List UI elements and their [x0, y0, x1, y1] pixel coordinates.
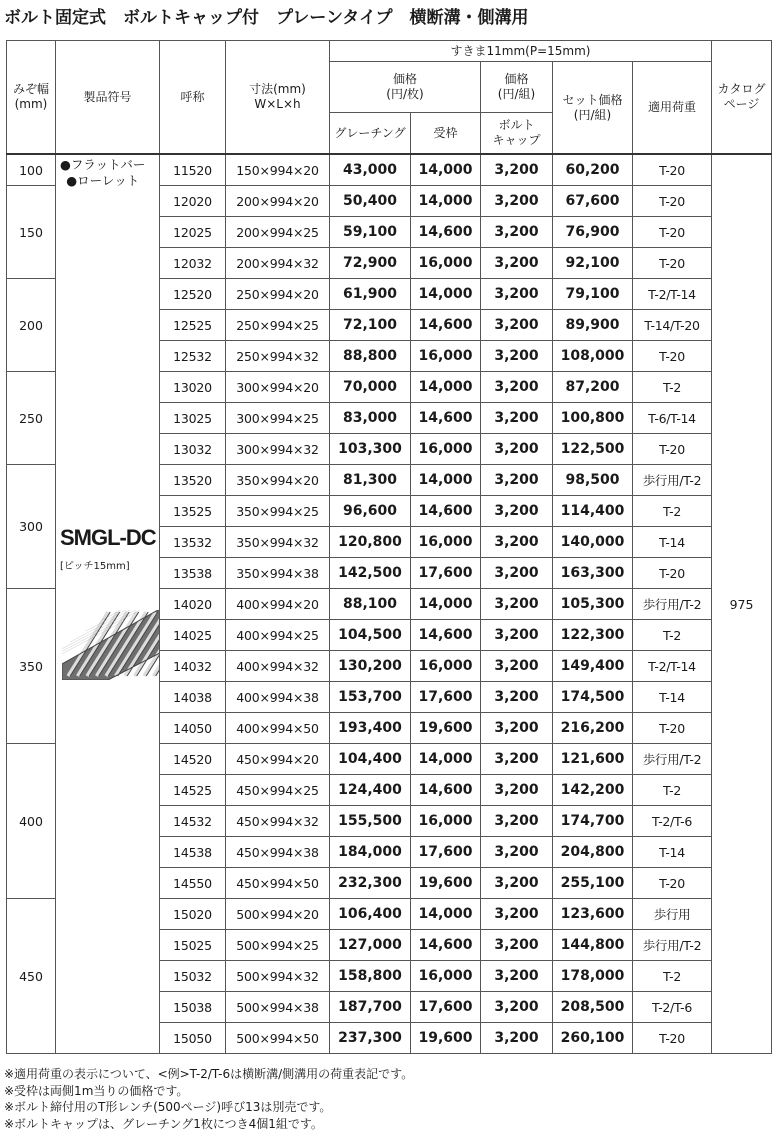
- load-cell: 歩行用: [633, 899, 712, 930]
- load-cell: T-2/T-14: [633, 279, 712, 310]
- groove-width-cell: 450: [7, 899, 56, 1054]
- header-dimensions: 寸法(mm) W×L×h: [226, 41, 330, 155]
- nominal-code-cell: 12025: [160, 217, 226, 248]
- set-price-cell: 260,100: [553, 1023, 633, 1054]
- nominal-code-cell: 14532: [160, 806, 226, 837]
- nominal-code-cell: 15050: [160, 1023, 226, 1054]
- groove-width-cell: 200: [7, 279, 56, 372]
- dimensions-cell: 200×994×20: [226, 186, 330, 217]
- load-cell: T-2: [633, 961, 712, 992]
- product-features: [60, 157, 145, 189]
- frame-price-cell: 14,000: [411, 372, 481, 403]
- set-price-cell: 174,700: [553, 806, 633, 837]
- set-price-cell: 140,000: [553, 527, 633, 558]
- grating-price-cell: 193,400: [330, 713, 411, 744]
- dimensions-cell: 450×994×25: [226, 775, 330, 806]
- grating-price-cell: 88,100: [330, 589, 411, 620]
- header-catalog: カタログ ページ: [712, 41, 772, 155]
- dimensions-cell: 300×994×20: [226, 372, 330, 403]
- feature-flat-bar: ●フラットバー: [60, 157, 146, 172]
- nominal-code-cell: 12032: [160, 248, 226, 279]
- frame-price-cell: 17,600: [411, 682, 481, 713]
- set-price-cell: 114,400: [553, 496, 633, 527]
- load-cell: 歩行用/T-2: [633, 744, 712, 775]
- frame-price-cell: 14,600: [411, 775, 481, 806]
- load-cell: T-20: [633, 186, 712, 217]
- header-width: みぞ幅 (mm): [7, 41, 56, 155]
- set-price-cell: 108,000: [553, 341, 633, 372]
- nominal-code-cell: 14032: [160, 651, 226, 682]
- set-price-cell: 204,800: [553, 837, 633, 868]
- grating-price-cell: 43,000: [330, 154, 411, 186]
- dimensions-cell: 450×994×38: [226, 837, 330, 868]
- grating-price-cell: 61,900: [330, 279, 411, 310]
- product-pitch: [ピッチ15mm]: [60, 561, 130, 572]
- nominal-code-cell: 11520: [160, 154, 226, 186]
- dimensions-cell: 400×994×25: [226, 620, 330, 651]
- groove-width-cell: 250: [7, 372, 56, 465]
- grating-price-cell: 142,500: [330, 558, 411, 589]
- nominal-code-cell: 14525: [160, 775, 226, 806]
- header-grating: グレーチング: [330, 113, 411, 155]
- dimensions-cell: 400×994×32: [226, 651, 330, 682]
- grating-price-cell: 103,300: [330, 434, 411, 465]
- frame-price-cell: 14,000: [411, 744, 481, 775]
- nominal-code-cell: 14538: [160, 837, 226, 868]
- set-price-cell: 87,200: [553, 372, 633, 403]
- grating-price-cell: 232,300: [330, 868, 411, 899]
- nominal-code-cell: 14550: [160, 868, 226, 899]
- header-frame: 受枠: [411, 113, 481, 155]
- nominal-code-cell: 13525: [160, 496, 226, 527]
- grating-price-cell: 127,000: [330, 930, 411, 961]
- nominal-code-cell: 12532: [160, 341, 226, 372]
- footnote: ※受枠は両側1m当りの価格です。: [4, 1083, 189, 1098]
- frame-price-cell: 14,000: [411, 186, 481, 217]
- nominal-code-cell: 14025: [160, 620, 226, 651]
- frame-price-cell: 19,600: [411, 713, 481, 744]
- frame-price-cell: 16,000: [411, 248, 481, 279]
- bolt-cap-price-cell: 3,200: [481, 217, 553, 248]
- grating-price-cell: 83,000: [330, 403, 411, 434]
- grating-price-cell: 187,700: [330, 992, 411, 1023]
- product-cell: [56, 154, 160, 1054]
- grating-price-cell: 155,500: [330, 806, 411, 837]
- header-price-set: 価格 (円/組): [481, 62, 553, 113]
- set-price-cell: 208,500: [553, 992, 633, 1023]
- bolt-cap-price-cell: 3,200: [481, 496, 553, 527]
- dimensions-cell: 200×994×32: [226, 248, 330, 279]
- set-price-cell: 92,100: [553, 248, 633, 279]
- set-price-cell: 255,100: [553, 868, 633, 899]
- dimensions-cell: 500×994×50: [226, 1023, 330, 1054]
- groove-width-cell: 400: [7, 744, 56, 899]
- header-nominal: 呼称: [160, 41, 226, 155]
- frame-price-cell: 14,600: [411, 310, 481, 341]
- dimensions-cell: 500×994×38: [226, 992, 330, 1023]
- load-cell: T-14: [633, 527, 712, 558]
- set-price-cell: 105,300: [553, 589, 633, 620]
- dimensions-cell: 500×994×32: [226, 961, 330, 992]
- groove-width-cell: 350: [7, 589, 56, 744]
- set-price-cell: 123,600: [553, 899, 633, 930]
- load-cell: T-20: [633, 217, 712, 248]
- load-cell: T-2: [633, 372, 712, 403]
- table-row: [7, 154, 772, 186]
- set-price-cell: 149,400: [553, 651, 633, 682]
- load-cell: T-2/T-6: [633, 806, 712, 837]
- grating-price-cell: 153,700: [330, 682, 411, 713]
- page-title: ボルト固定式 ボルトキャップ付 プレーンタイプ 横断溝・側溝用: [4, 8, 529, 28]
- bolt-cap-price-cell: 3,200: [481, 279, 553, 310]
- dimensions-cell: 300×994×25: [226, 403, 330, 434]
- grating-price-cell: 106,400: [330, 899, 411, 930]
- header-load: 適用荷重: [633, 62, 712, 155]
- frame-price-cell: 14,000: [411, 589, 481, 620]
- nominal-code-cell: 12520: [160, 279, 226, 310]
- grating-price-cell: 72,900: [330, 248, 411, 279]
- bolt-cap-price-cell: 3,200: [481, 372, 553, 403]
- nominal-code-cell: 12020: [160, 186, 226, 217]
- load-cell: T-20: [633, 434, 712, 465]
- footnote: ※ボルトキャップは、グレーチング1枚につき4個1組です。: [4, 1116, 323, 1131]
- grating-price-cell: 124,400: [330, 775, 411, 806]
- load-cell: T-14: [633, 682, 712, 713]
- footnotes: [4, 1066, 413, 1132]
- feature-knurled: ●ローレット: [66, 173, 140, 188]
- frame-price-cell: 14,600: [411, 496, 481, 527]
- bolt-cap-price-cell: 3,200: [481, 403, 553, 434]
- load-cell: T-20: [633, 341, 712, 372]
- load-cell: T-20: [633, 154, 712, 186]
- dimensions-cell: 250×994×20: [226, 279, 330, 310]
- grating-price-cell: 130,200: [330, 651, 411, 682]
- dimensions-cell: 350×994×20: [226, 465, 330, 496]
- load-cell: T-20: [633, 248, 712, 279]
- header-price-sheet: 価格 (円/枚): [330, 62, 481, 113]
- header-gap: すきま11mm(P=15mm): [330, 41, 712, 62]
- set-price-cell: 142,200: [553, 775, 633, 806]
- header-set-price: セット価格 (円/組): [553, 62, 633, 155]
- load-cell: T-14/T-20: [633, 310, 712, 341]
- dimensions-cell: 450×994×32: [226, 806, 330, 837]
- dimensions-cell: 250×994×25: [226, 310, 330, 341]
- header-bolt-cap: ボルト キャップ: [481, 113, 553, 155]
- set-price-cell: 98,500: [553, 465, 633, 496]
- set-price-cell: 67,600: [553, 186, 633, 217]
- frame-price-cell: 16,000: [411, 806, 481, 837]
- bolt-cap-price-cell: 3,200: [481, 154, 553, 186]
- load-cell: T-2/T-14: [633, 651, 712, 682]
- dimensions-cell: 400×994×50: [226, 713, 330, 744]
- footnote: ※適用荷重の表示について、<例>T-2/T-6は横断溝/側溝用の荷重表記です。: [4, 1067, 414, 1081]
- frame-price-cell: 16,000: [411, 961, 481, 992]
- frame-price-cell: 16,000: [411, 434, 481, 465]
- bolt-cap-price-cell: 3,200: [481, 620, 553, 651]
- bolt-cap-price-cell: 3,200: [481, 434, 553, 465]
- grating-price-cell: 81,300: [330, 465, 411, 496]
- grating-price-cell: 59,100: [330, 217, 411, 248]
- load-cell: 歩行用/T-2: [633, 465, 712, 496]
- grating-price-cell: 88,800: [330, 341, 411, 372]
- bolt-cap-price-cell: 3,200: [481, 310, 553, 341]
- set-price-cell: 122,300: [553, 620, 633, 651]
- bolt-cap-price-cell: 3,200: [481, 806, 553, 837]
- dimensions-cell: 500×994×20: [226, 899, 330, 930]
- nominal-code-cell: 14020: [160, 589, 226, 620]
- bolt-cap-price-cell: 3,200: [481, 465, 553, 496]
- bolt-cap-price-cell: 3,200: [481, 341, 553, 372]
- frame-price-cell: 14,000: [411, 899, 481, 930]
- set-price-cell: 174,500: [553, 682, 633, 713]
- bolt-cap-price-cell: 3,200: [481, 682, 553, 713]
- grating-price-cell: 120,800: [330, 527, 411, 558]
- bolt-cap-price-cell: 3,200: [481, 744, 553, 775]
- dimensions-cell: 400×994×38: [226, 682, 330, 713]
- set-price-cell: 216,200: [553, 713, 633, 744]
- set-price-cell: 89,900: [553, 310, 633, 341]
- bolt-cap-price-cell: 3,200: [481, 527, 553, 558]
- table-header: [7, 41, 772, 155]
- grating-price-cell: 158,800: [330, 961, 411, 992]
- nominal-code-cell: 15032: [160, 961, 226, 992]
- dimensions-cell: 350×994×25: [226, 496, 330, 527]
- bolt-cap-price-cell: 3,200: [481, 1023, 553, 1054]
- load-cell: T-14: [633, 837, 712, 868]
- load-cell: T-2: [633, 496, 712, 527]
- set-price-cell: 121,600: [553, 744, 633, 775]
- bolt-cap-price-cell: 3,200: [481, 899, 553, 930]
- frame-price-cell: 14,600: [411, 620, 481, 651]
- frame-price-cell: 16,000: [411, 341, 481, 372]
- nominal-code-cell: 13020: [160, 372, 226, 403]
- grating-price-cell: 184,000: [330, 837, 411, 868]
- groove-width-cell: 300: [7, 465, 56, 589]
- bolt-cap-price-cell: 3,200: [481, 186, 553, 217]
- load-cell: T-20: [633, 1023, 712, 1054]
- bolt-cap-price-cell: 3,200: [481, 589, 553, 620]
- bolt-cap-price-cell: 3,200: [481, 837, 553, 868]
- nominal-code-cell: 13538: [160, 558, 226, 589]
- dimensions-cell: 450×994×50: [226, 868, 330, 899]
- bolt-cap-price-cell: 3,200: [481, 248, 553, 279]
- groove-width-cell: 150: [7, 186, 56, 279]
- grating-price-cell: 70,000: [330, 372, 411, 403]
- nominal-code-cell: 13032: [160, 434, 226, 465]
- nominal-code-cell: 13025: [160, 403, 226, 434]
- frame-price-cell: 17,600: [411, 992, 481, 1023]
- frame-price-cell: 14,600: [411, 403, 481, 434]
- grating-product-image: [62, 610, 160, 680]
- nominal-code-cell: 15038: [160, 992, 226, 1023]
- set-price-cell: 178,000: [553, 961, 633, 992]
- table-body: [7, 154, 772, 1054]
- nominal-code-cell: 12525: [160, 310, 226, 341]
- nominal-code-cell: 13520: [160, 465, 226, 496]
- frame-price-cell: 14,600: [411, 930, 481, 961]
- load-cell: T-2/T-6: [633, 992, 712, 1023]
- dimensions-cell: 350×994×32: [226, 527, 330, 558]
- frame-price-cell: 16,000: [411, 651, 481, 682]
- nominal-code-cell: 13532: [160, 527, 226, 558]
- load-cell: T-2: [633, 620, 712, 651]
- frame-price-cell: 19,600: [411, 1023, 481, 1054]
- frame-price-cell: 14,600: [411, 217, 481, 248]
- dimensions-cell: 400×994×20: [226, 589, 330, 620]
- price-table: [6, 40, 772, 1054]
- load-cell: T-20: [633, 558, 712, 589]
- load-cell: T-20: [633, 868, 712, 899]
- product-name: SMGL-DC: [60, 525, 156, 550]
- set-price-cell: 163,300: [553, 558, 633, 589]
- frame-price-cell: 16,000: [411, 527, 481, 558]
- bolt-cap-price-cell: 3,200: [481, 713, 553, 744]
- bolt-cap-price-cell: 3,200: [481, 558, 553, 589]
- frame-price-cell: 19,600: [411, 868, 481, 899]
- catalog-page-cell: 975: [712, 154, 772, 1054]
- load-cell: 歩行用/T-2: [633, 930, 712, 961]
- header-product-code: 製品符号: [56, 41, 160, 155]
- bolt-cap-price-cell: 3,200: [481, 930, 553, 961]
- set-price-cell: 79,100: [553, 279, 633, 310]
- dimensions-cell: 200×994×25: [226, 217, 330, 248]
- dimensions-cell: 150×994×20: [226, 154, 330, 186]
- grating-price-cell: 96,600: [330, 496, 411, 527]
- frame-price-cell: 14,000: [411, 465, 481, 496]
- nominal-code-cell: 15025: [160, 930, 226, 961]
- dimensions-cell: 450×994×20: [226, 744, 330, 775]
- nominal-code-cell: 14050: [160, 713, 226, 744]
- grating-price-cell: 50,400: [330, 186, 411, 217]
- bolt-cap-price-cell: 3,200: [481, 868, 553, 899]
- bolt-cap-price-cell: 3,200: [481, 992, 553, 1023]
- footnote: ※ボルト締付用のT形レンチ(500ページ)呼び13は別売です。: [4, 1100, 332, 1114]
- grating-price-cell: 237,300: [330, 1023, 411, 1054]
- dimensions-cell: 300×994×32: [226, 434, 330, 465]
- dimensions-cell: 350×994×38: [226, 558, 330, 589]
- dimensions-cell: 250×994×32: [226, 341, 330, 372]
- dimensions-cell: 500×994×25: [226, 930, 330, 961]
- set-price-cell: 76,900: [553, 217, 633, 248]
- load-cell: 歩行用/T-2: [633, 589, 712, 620]
- nominal-code-cell: 15020: [160, 899, 226, 930]
- set-price-cell: 144,800: [553, 930, 633, 961]
- grating-price-cell: 72,100: [330, 310, 411, 341]
- nominal-code-cell: 14520: [160, 744, 226, 775]
- bolt-cap-price-cell: 3,200: [481, 961, 553, 992]
- frame-price-cell: 14,000: [411, 279, 481, 310]
- load-cell: T-20: [633, 713, 712, 744]
- frame-price-cell: 17,600: [411, 837, 481, 868]
- grating-price-cell: 104,400: [330, 744, 411, 775]
- set-price-cell: 122,500: [553, 434, 633, 465]
- set-price-cell: 100,800: [553, 403, 633, 434]
- bolt-cap-price-cell: 3,200: [481, 651, 553, 682]
- groove-width-cell: 100: [7, 154, 56, 186]
- load-cell: T-6/T-14: [633, 403, 712, 434]
- load-cell: T-2: [633, 775, 712, 806]
- nominal-code-cell: 14038: [160, 682, 226, 713]
- grating-price-cell: 104,500: [330, 620, 411, 651]
- frame-price-cell: 17,600: [411, 558, 481, 589]
- bolt-cap-price-cell: 3,200: [481, 775, 553, 806]
- frame-price-cell: 14,000: [411, 154, 481, 186]
- set-price-cell: 60,200: [553, 154, 633, 186]
